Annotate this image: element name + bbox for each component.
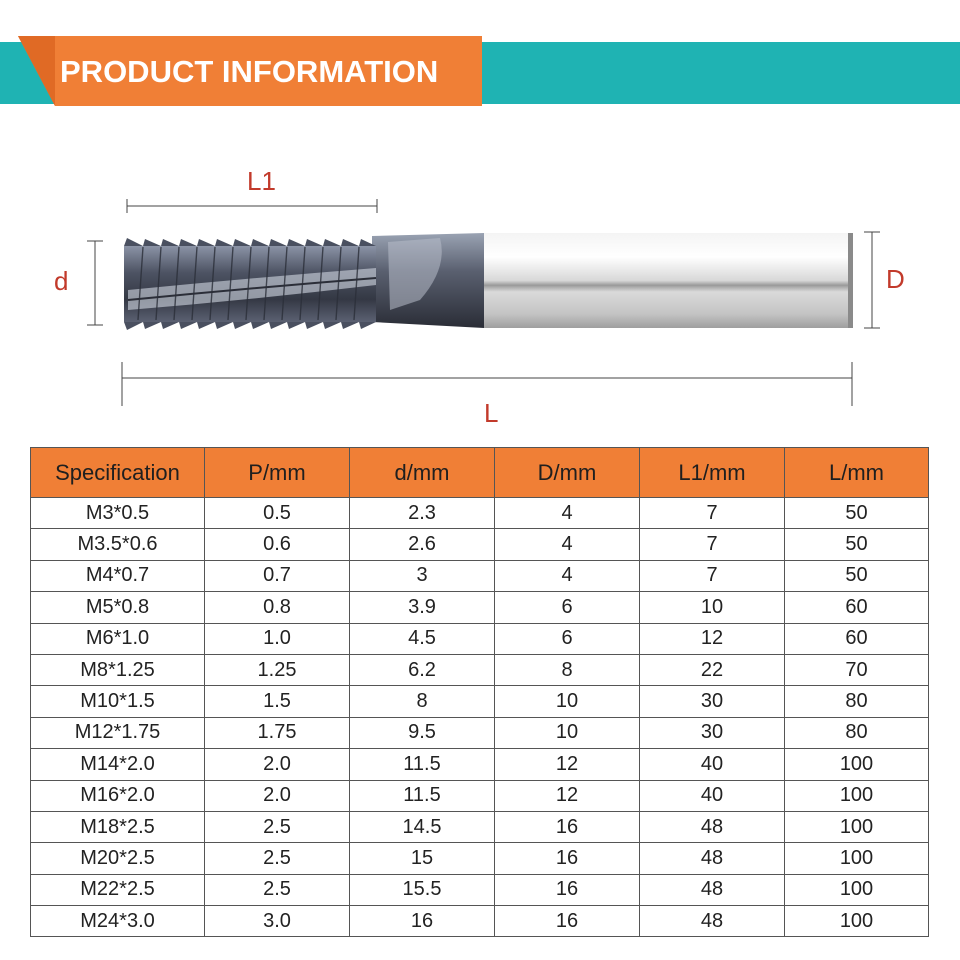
cell-l: 100 <box>785 749 929 780</box>
cell-specification: M14*2.0 <box>31 749 205 780</box>
cell-d-small: 15.5 <box>350 874 495 905</box>
cell-l: 100 <box>785 906 929 937</box>
cell-specification: M8*1.25 <box>31 654 205 685</box>
thread-mill-drawing <box>0 150 960 440</box>
cell-d-large: 16 <box>495 874 640 905</box>
cell-specification: M22*2.5 <box>31 874 205 905</box>
cell-l: 100 <box>785 843 929 874</box>
table-row <box>31 623 929 654</box>
cell-l: 80 <box>785 686 929 717</box>
cell-l: 70 <box>785 654 929 685</box>
cell-specification: M12*1.75 <box>31 717 205 748</box>
cell-l1: 48 <box>640 843 785 874</box>
table-row <box>31 529 929 560</box>
cell-d-large: 4 <box>495 560 640 591</box>
cell-d-small: 11.5 <box>350 780 495 811</box>
product-information-banner <box>0 36 960 106</box>
cell-l: 60 <box>785 623 929 654</box>
cell-d-small: 9.5 <box>350 717 495 748</box>
cell-d-small: 3.9 <box>350 592 495 623</box>
d-large-dimension-label: D <box>886 264 905 294</box>
cell-l: 50 <box>785 529 929 560</box>
cell-d-large: 6 <box>495 623 640 654</box>
cell-l1: 48 <box>640 811 785 842</box>
cell-pitch: 1.5 <box>205 686 350 717</box>
table-row <box>31 749 929 780</box>
cell-l1: 48 <box>640 906 785 937</box>
cell-pitch: 1.0 <box>205 623 350 654</box>
l1-dimension-label: L1 <box>247 166 276 196</box>
cell-specification: M20*2.5 <box>31 843 205 874</box>
cell-d-large: 10 <box>495 686 640 717</box>
table-row <box>31 592 929 623</box>
cell-d-small: 14.5 <box>350 811 495 842</box>
header-d-large: D/mm <box>495 448 640 498</box>
header-specification: Specification <box>31 448 205 498</box>
cell-d-small: 16 <box>350 906 495 937</box>
cell-pitch: 0.5 <box>205 498 350 529</box>
cell-pitch: 0.7 <box>205 560 350 591</box>
table-row <box>31 906 929 937</box>
cell-l1: 30 <box>640 717 785 748</box>
cell-specification: M10*1.5 <box>31 686 205 717</box>
cell-l: 60 <box>785 592 929 623</box>
cell-d-large: 6 <box>495 592 640 623</box>
cell-specification: M18*2.5 <box>31 811 205 842</box>
cell-l1: 10 <box>640 592 785 623</box>
cell-specification: M3.5*0.6 <box>31 529 205 560</box>
cell-l: 80 <box>785 717 929 748</box>
cell-pitch: 2.5 <box>205 874 350 905</box>
cell-pitch: 2.0 <box>205 749 350 780</box>
cell-specification: M4*0.7 <box>31 560 205 591</box>
cell-l: 100 <box>785 811 929 842</box>
table-row <box>31 654 929 685</box>
cell-d-small: 15 <box>350 843 495 874</box>
cell-d-small: 11.5 <box>350 749 495 780</box>
cell-l1: 22 <box>640 654 785 685</box>
cell-d-large: 16 <box>495 843 640 874</box>
cell-pitch: 2.5 <box>205 811 350 842</box>
header-l: L/mm <box>785 448 929 498</box>
cell-specification: M6*1.0 <box>31 623 205 654</box>
cell-d-large: 10 <box>495 717 640 748</box>
header-d-small: d/mm <box>350 448 495 498</box>
d-small-dimension-label: d <box>54 266 69 296</box>
cell-l: 100 <box>785 874 929 905</box>
cell-l1: 7 <box>640 498 785 529</box>
table-row <box>31 686 929 717</box>
cell-d-large: 16 <box>495 811 640 842</box>
table-row <box>31 811 929 842</box>
cell-l: 50 <box>785 560 929 591</box>
specification-table <box>30 447 929 937</box>
table-row <box>31 874 929 905</box>
cell-specification: M16*2.0 <box>31 780 205 811</box>
table-row <box>31 560 929 591</box>
cell-d-small: 8 <box>350 686 495 717</box>
cell-d-small: 2.6 <box>350 529 495 560</box>
cell-d-large: 4 <box>495 498 640 529</box>
cell-d-small: 3 <box>350 560 495 591</box>
cell-l1: 48 <box>640 874 785 905</box>
cell-l1: 12 <box>640 623 785 654</box>
cell-d-large: 12 <box>495 749 640 780</box>
cell-d-large: 12 <box>495 780 640 811</box>
cell-pitch: 2.0 <box>205 780 350 811</box>
cell-d-large: 8 <box>495 654 640 685</box>
cell-pitch: 2.5 <box>205 843 350 874</box>
table-row <box>31 780 929 811</box>
table-header-row <box>31 448 929 498</box>
cell-l: 50 <box>785 498 929 529</box>
cell-pitch: 0.8 <box>205 592 350 623</box>
cell-l1: 7 <box>640 529 785 560</box>
cell-l: 100 <box>785 780 929 811</box>
cell-pitch: 1.75 <box>205 717 350 748</box>
table-row <box>31 498 929 529</box>
cell-pitch: 0.6 <box>205 529 350 560</box>
l-dimension-label: L <box>484 398 499 428</box>
cell-d-small: 6.2 <box>350 654 495 685</box>
header-l1: L1/mm <box>640 448 785 498</box>
cell-d-large: 4 <box>495 529 640 560</box>
cell-l1: 40 <box>640 749 785 780</box>
cell-d-large: 16 <box>495 906 640 937</box>
banner-title: PRODUCT INFORMATION <box>60 54 439 89</box>
cell-pitch: 3.0 <box>205 906 350 937</box>
cell-l1: 7 <box>640 560 785 591</box>
cell-d-small: 2.3 <box>350 498 495 529</box>
cell-l1: 30 <box>640 686 785 717</box>
table-row <box>31 717 929 748</box>
cell-l1: 40 <box>640 780 785 811</box>
cell-d-small: 4.5 <box>350 623 495 654</box>
cell-specification: M24*3.0 <box>31 906 205 937</box>
cell-pitch: 1.25 <box>205 654 350 685</box>
cell-specification: M3*0.5 <box>31 498 205 529</box>
cell-specification: M5*0.8 <box>31 592 205 623</box>
header-pitch: P/mm <box>205 448 350 498</box>
table-row <box>31 843 929 874</box>
thread-mill-diagram <box>0 150 960 440</box>
